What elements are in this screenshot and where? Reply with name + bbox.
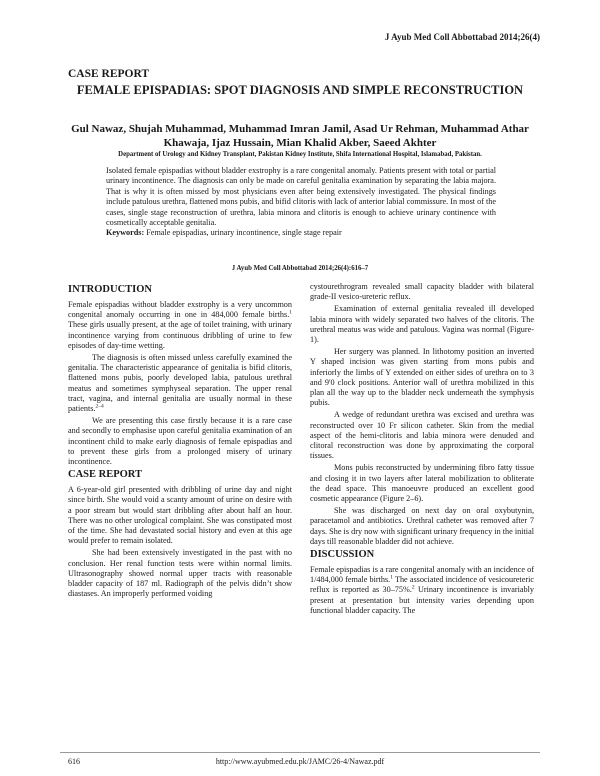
paragraph: Her surgery was planned. In lithotomy position an inverted Y shaped incision was given starting from mons pubis and inferiorly the limbs of Y extended on either sides of urethra on to 3 and 9'0 clock positions. Anterior wall of urethra mobilized in this plan all the way up to the bladder neck underneath the symphysis pubis. xyxy=(310,347,534,408)
abstract xyxy=(106,166,496,239)
paragraph: Examination of external genitalia revealed ill developed labia minora with widely separated two halves of the clitoris. The urethral meatus was wide and patulous. Vagina was normal (Figure-1). xyxy=(310,304,534,345)
paragraph: The diagnosis is often missed unless carefully examined the genitalia. The characteristic appearance of genitalia is bifid clitoris, flattened mons pubis, poorly developed labia, patulous urethral meatus and sometimes symphyseal separation. The upper renal tract, vagina, and internal genitalia are usually normal in these patients.$^{2-4}$ xyxy=(68,353,292,414)
paragraph: Female epispadias without bladder exstrophy is a very uncommon congenital anomaly occurring in one in 484,000 female births.$^1$ These girls usually present, at the age of toilet training, with urinary incontinence varying from continuous dribbling of urine to few episodes of day-time wetting. xyxy=(68,300,292,350)
citation-ref: 2–4 xyxy=(95,403,104,410)
paragraph: Female epispadias is a rare congenital anomaly with an incidence of 1/484,000 female births.$^1$ The associated incidence of vesicoureteric reflux is reported as 30–75%.$^2$ Urinary incontinence is invariably present at presentation but intensity varies depending upon functional bladder capacity. The xyxy=(310,565,534,615)
paragraph: A 6-year-old girl presented with dribbling of urine day and night since birth. She would void a scanty amount of urine on desire with a poor stream but would start dribbling after about half an hour. There was no other urological complaint. She was constipated most of the time. She had devastated social history and even at this age would prefer to remain isolated. xyxy=(68,485,292,546)
affiliation: Department of Urology and Kidney Transplant, Pakistan Kidney Institute, Shifa International Hospital, Islamabad, Pakistan. xyxy=(118,151,482,158)
heading-discussion: DISCUSSION xyxy=(310,549,375,561)
paragraph: We are presenting this case firstly because it is a rare case and secondly to emphasise upon careful genitalia examination of an incontinent child to make early diagnosis of female epispadias and to prevent these girls from a prolonged misery of urinary incontinence. xyxy=(68,416,292,467)
paragraph: She had been extensively investigated in the past with no conclusion. Her renal function tests were within normal limits. Ultrasonography showed normal upper tracts with reasonable bladder capacity of 187 ml. Radiograph of the pelvis didn’t show diastases. An improperly performed voiding xyxy=(68,548,292,599)
keywords-text: Female epispadias, urinary incontinence, single stage repair xyxy=(146,228,342,238)
heading-introduction: INTRODUCTION xyxy=(68,284,153,295)
citation-ref: 2 xyxy=(411,584,415,591)
citation-ref: 1 xyxy=(390,574,393,581)
author-list: Gul Nawaz, Shujah Muhammad, Muhammad Imran Jamil, Asad Ur Rehman, Muhammad Athar Khawaja, Ijaz Hussain, Mian Khalid Akber, Saeed Akhter xyxy=(71,123,529,149)
heading-case-report: CASE REPORT xyxy=(68,469,143,481)
article-type: CASE REPORT xyxy=(68,68,150,80)
page-number: 616 xyxy=(68,757,80,766)
left-column xyxy=(68,282,292,601)
paragraph: A wedge of redundant urethra was excised and urethra was reconstructed over 10 Fr silicon catheter. Skin from the medial aspect of the hemi-clitoris and labia minora were denuded and clitoral reconstruction was done by approximating the corporal tissues. xyxy=(310,410,534,461)
right-column xyxy=(310,282,534,618)
paragraph: cystourethrogram revealed small capacity bladder with bilateral grade-II vesico-ureteric reflux. xyxy=(310,282,534,302)
journal-header: J Ayub Med Coll Abbottabad 2014;26(4) xyxy=(384,32,540,42)
footer-divider xyxy=(60,752,540,753)
citation-ref: 1 xyxy=(289,309,292,316)
paragraph: Mons pubis reconstructed by undermining fibro fatty tissue and closing it in two layers after lateral mobilization to obliterate the dead space. This manoeuvre produced an excellent good cosmetic appearance (Figure 2–6). xyxy=(310,463,534,504)
paragraph: She was discharged on next day on oral oxybutynin, paracetamol and antibiotics. Urethral catheter was removed after 7 days. She is dry now with significant urinary frequency in the initial days till reasonable bladder did not achieve. xyxy=(310,506,534,546)
article-title: FEMALE EPISPADIAS: SPOT DIAGNOSIS AND SIMPLE RECONSTRUCTION xyxy=(76,83,524,97)
abstract-text: Isolated female epispadias without bladder exstrophy is a rare congenital anomaly. Patients present with total or partial urinary incontinence. The diagnosis can only be made on careful genitalia examination by separating the labia majora. That is why it is often missed by most physicians even after being extensively investigated. The physical findings include patulous urethra, flattened mons pubis, and bifid clitoris with lack of anterior labial commissure. In most of the cases, single stage reconstruction of urethra, labia minora and clitoris is enough to achieve urinary continence with cosmetically acceptable genitalia. xyxy=(106,166,496,228)
keywords-label: Keywords: xyxy=(106,228,145,238)
footer-url[interactable]: http://www.ayubmed.edu.pk/JAMC/26-4/Nawaz.pdf xyxy=(215,757,385,766)
keywords xyxy=(106,228,496,238)
citation: J Ayub Med Coll Abbottabad 2014;26(4):616–7 xyxy=(231,265,369,272)
